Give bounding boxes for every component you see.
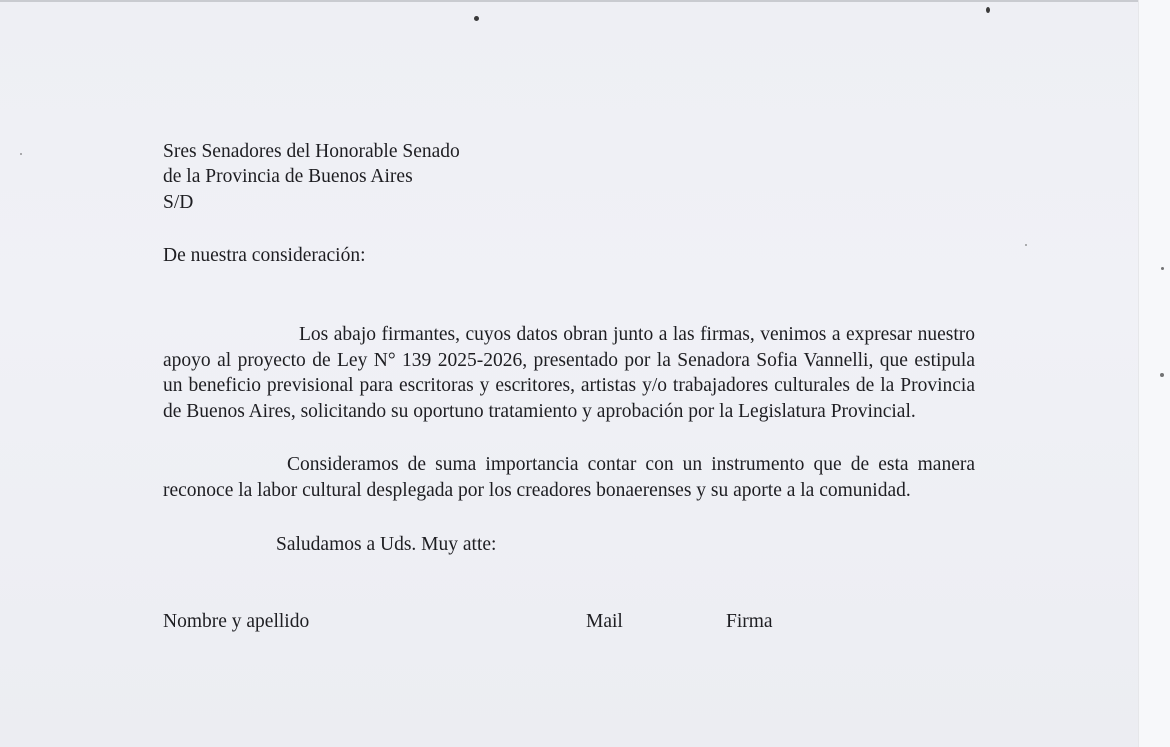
scan-top-edge bbox=[0, 0, 1138, 2]
ink-speck bbox=[1161, 267, 1164, 270]
body-paragraph-2: Consideramos de suma importancia contar con un instrumento que de esta manera reconoce la labor cultural desplegada por los creadores bonaerenses y su aporte a la comunidad. bbox=[163, 454, 975, 501]
column-header-name: Nombre y apellido bbox=[163, 611, 310, 632]
ink-speck bbox=[1025, 244, 1027, 246]
body-paragraph-1: Los abajo firmantes, cuyos datos obran junto a las firmas, venimos a expresar nuestro apoyo al proyecto de Ley N° 139 2025-2026, presentado por la Senadora Sofia Vannelli, que estipula un beneficio previsional para escritoras y escritores, artistas y/o trabajadores culturales de la Provincia de Buenos Aires, solicitando su oportuno tratamiento y aprobación por la Legislatura Provincial. bbox=[163, 324, 975, 422]
ink-speck bbox=[474, 16, 479, 21]
salutation: De nuestra consideración: bbox=[163, 245, 366, 266]
addressee-line-2: de la Provincia de Buenos Aires bbox=[163, 166, 413, 187]
addressee-line-1: Sres Senadores del Honorable Senado bbox=[163, 141, 460, 162]
ink-speck bbox=[20, 153, 22, 155]
ink-speck bbox=[986, 7, 990, 13]
column-header-signature: Firma bbox=[726, 611, 773, 632]
scanner-margin bbox=[1138, 0, 1170, 747]
ink-speck bbox=[1160, 373, 1164, 377]
addressee-line-3: S/D bbox=[163, 192, 194, 213]
closing: Saludamos a Uds. Muy atte: bbox=[276, 534, 497, 555]
column-header-mail: Mail bbox=[586, 611, 623, 632]
